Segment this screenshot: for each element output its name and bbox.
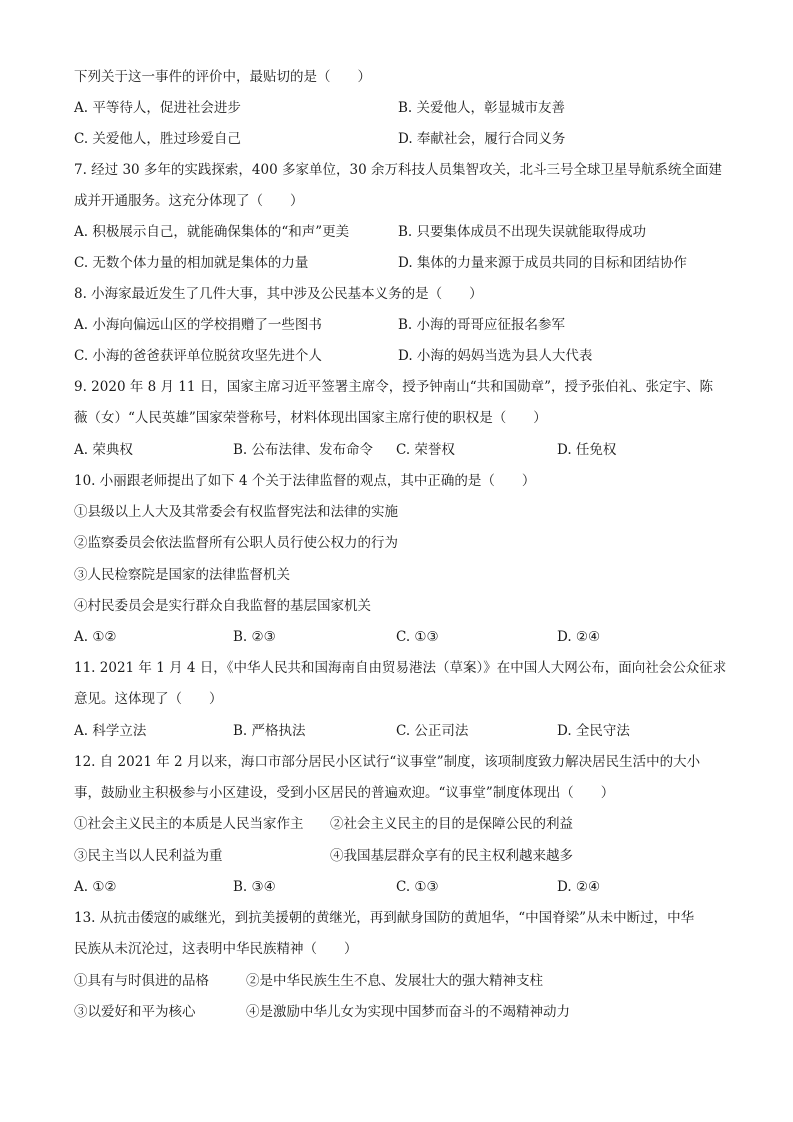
- q6-option-c: C. 关爱他人，胜过珍爱自己: [74, 131, 241, 147]
- q9-stem-line1: 9. 2020 年 8 月 11 日，国家主席习近平签署主席令，授予钟南山“共和国勋章”，授予张伯礼、张定宇、陈: [74, 379, 714, 395]
- q11-option-d: D. 全民守法: [557, 723, 630, 739]
- q10-statement-1: ①县级以上人大及其常委会有权监督宪法和法律的实施: [74, 504, 398, 520]
- q9-stem-line2: 薇（女）“人民英雄”国家荣誉称号，材料体现出国家主席行使的职权是（ ）: [74, 410, 547, 426]
- q12-option-b: B. ③④: [233, 879, 276, 895]
- q8-stem: 8. 小海家最近发生了几件大事，其中涉及公民基本义务的是（ ）: [74, 286, 483, 302]
- q11-option-b: B. 严格执法: [233, 723, 306, 739]
- q8-option-b: B. 小海的哥哥应征报名参军: [398, 317, 566, 333]
- q11-stem-line1: 11. 2021 年 1 月 4 日，《中华人民共和国海南自由贸易港法（草案）》在中国人大网公布，面向社会公众征求: [74, 660, 727, 676]
- q11-option-a: A. 科学立法: [74, 723, 147, 739]
- q8-option-d: D. 小海的妈妈当选为县人大代表: [398, 348, 593, 364]
- q7-stem-line1: 7. 经过 30 多年的实践探索，400 多家单位，30 余万科技人员集智攻关，北斗三号全球卫星导航系统全面建: [74, 162, 722, 178]
- q10-stem: 10. 小丽跟老师提出了如下 4 个关于法律监督的观点，其中正确的是（ ）: [74, 473, 536, 489]
- q12-statement-2: ②社会主义民主的目的是保障公民的利益: [330, 816, 573, 832]
- q10-option-c: C. ①③: [396, 629, 439, 645]
- q12-option-d: D. ②④: [557, 879, 601, 895]
- q13-statement-1: ①具有与时俱进的品格: [74, 973, 209, 989]
- q7-option-d: D. 集体的力量来源于成员共同的目标和团结协作: [398, 255, 687, 271]
- q13-stem-line1: 13. 从抗击倭寇的戚继光，到抗美援朝的黄继光，再到献身国防的黄旭华，“中国脊梁”从未中断过，中华: [74, 910, 695, 926]
- q12-stem-line2: 事，鼓励业主积极参与小区建设，受到小区居民的普遍欢迎。“议事堂”制度体现出（ ）: [74, 785, 615, 801]
- q12-statement-4: ④我国基层群众享有的民主权利越来越多: [330, 848, 573, 864]
- q13-statement-2: ②是中华民族生生不息、发展壮大的强大精神支柱: [246, 973, 543, 989]
- q12-statement-1: ①社会主义民主的本质是人民当家作主: [74, 816, 304, 832]
- q7-stem-line2: 成并开通服务。这充分体现了（ ）: [74, 193, 304, 209]
- q13-statement-3: ③以爱好和平为核心: [74, 1004, 196, 1020]
- q11-stem-line2: 意见。这体现了（ ）: [74, 691, 223, 707]
- q9-option-b: B. 公布法律、发布命令: [233, 442, 374, 458]
- q11-option-c: C. 公正司法: [396, 723, 469, 739]
- q9-option-a: A. 荣典权: [74, 442, 133, 458]
- q10-statement-2: ②监察委员会依法监督所有公职人员行使公权力的行为: [74, 535, 398, 551]
- q7-option-b: B. 只要集体成员不出现失误就能取得成功: [398, 224, 647, 240]
- q12-statement-3: ③民主当以人民利益为重: [74, 848, 223, 864]
- q10-statement-3: ③人民检察院是国家的法律监督机关: [74, 567, 290, 583]
- q8-option-c: C. 小海的爸爸获评单位脱贫攻坚先进个人: [74, 348, 322, 364]
- q6-option-a: A. 平等待人，促进社会进步: [74, 100, 241, 116]
- q13-stem-line2: 民族从未沉沦过，这表明中华民族精神（ ）: [74, 941, 358, 957]
- q7-option-a: A. 积极展示自己，就能确保集体的“和声”更美: [74, 224, 350, 240]
- q6-option-d: D. 奉献社会，履行合同义务: [398, 131, 566, 147]
- q6-option-b: B. 关爱他人，彰显城市友善: [398, 100, 566, 116]
- q10-option-d: D. ②④: [557, 629, 601, 645]
- q13-statement-4: ④是激励中华儿女为实现中国梦而奋斗的不竭精神动力: [246, 1004, 570, 1020]
- q8-option-a: A. 小海向偏远山区的学校捐赠了一些图书: [74, 317, 322, 333]
- q7-option-c: C. 无数个体力量的相加就是集体的力量: [74, 255, 309, 271]
- q10-option-b: B. ②③: [233, 629, 276, 645]
- q12-option-c: C. ①③: [396, 879, 439, 895]
- q12-stem-line1: 12. 自 2021 年 2 月以来，海口市部分居民小区试行“议事堂”制度，该项制度致力解决居民生活中的大小: [74, 754, 701, 770]
- q6-stem: 下列关于这一事件的评价中，最贴切的是（ ）: [74, 69, 371, 85]
- q12-option-a: A. ①②: [74, 879, 117, 895]
- q9-option-c: C. 荣誉权: [396, 442, 455, 458]
- q10-option-a: A. ①②: [74, 629, 117, 645]
- q9-option-d: D. 任免权: [557, 442, 617, 458]
- q10-statement-4: ④村民委员会是实行群众自我监督的基层国家机关: [74, 598, 371, 614]
